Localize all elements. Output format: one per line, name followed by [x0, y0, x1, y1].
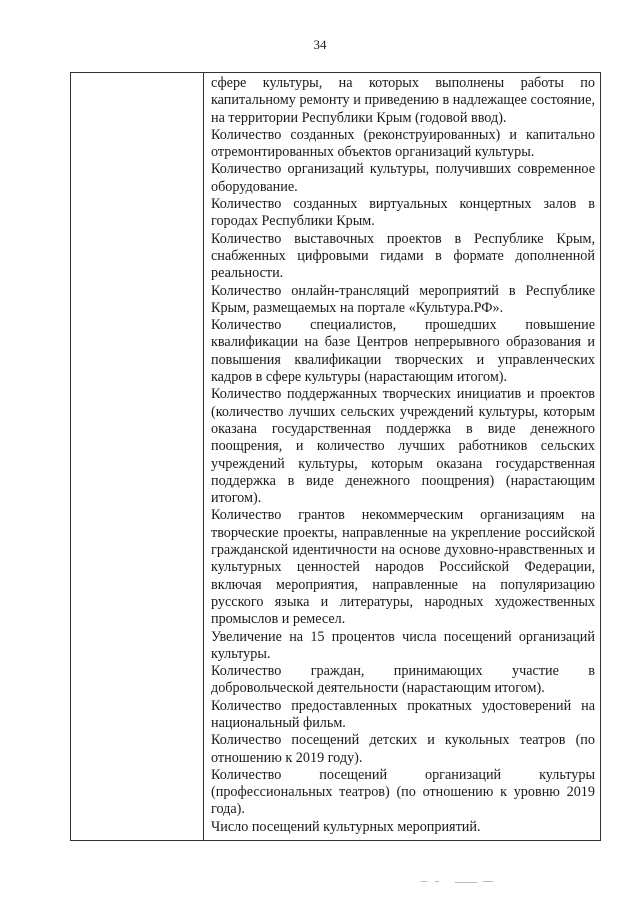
paragraph: Количество онлайн-трансляций мероприятий в Республике Крым, размещаемых на портале «Культура.РФ».	[211, 282, 595, 316]
page-number: 34	[313, 37, 327, 52]
paragraph: Количество созданных виртуальных концертных залов в городах Республики Крым.	[211, 196, 595, 230]
paragraph: Количество поддержанных творческих инициатив и проектов (количество лучших сельских учреждений культуры, которым оказана государственная поддержка в виде денежного поощрения, и количество лучших работников сельских учреждений культуры, которым оказана государственная поддержка в виде денежного поощрения) (нарастающим итогом).	[211, 386, 595, 507]
paragraph: Количество посещений организаций культуры (профессиональных театров) (по отношению к уровню 2019 года).	[211, 766, 595, 818]
table-right-column	[204, 73, 600, 840]
paragraph: Количество посещений детских и кукольных театров (по отношению к 2019 году).	[211, 732, 595, 766]
table-left-column	[71, 73, 204, 840]
paragraph: Количество выставочных проектов в Республике Крым, снабженных цифровыми гидами в формате дополненной реальности.	[211, 230, 595, 282]
scan-artifact	[421, 881, 511, 887]
paragraph: Количество созданных (реконструированных) и капитально отремонтированных объектов организаций культуры.	[211, 126, 595, 161]
paragraph: Количество специалистов, прошедших повышение квалификации на базе Центров непрерывного образования и повышения квалификации творческих и управленческих кадров в сфере культуры (нарастающим итогом).	[211, 317, 595, 386]
paragraph: Количество граждан, принимающих участие в добровольческой деятельности (нарастающим итогом).	[211, 663, 595, 697]
paragraph: Количество грантов некоммерческим организациям на творческие проекты, направленные на укрепление российской гражданской идентичности на основе духовно-нравственных и культурных ценностей народов Российской Федерации, включая мероприятия, направленные на популяризацию русского языка и литературы, народных художественных промыслов и ремесел.	[211, 507, 595, 628]
paragraph: Количество организаций культуры, получивших современное оборудование.	[211, 161, 595, 195]
paragraph: Число посещений культурных мероприятий.	[211, 818, 481, 835]
document-table	[70, 72, 601, 841]
paragraph: сфере культуры, на которых выполнены работы по капитальному ремонту и приведению в надлежащее состояние, на территории Республики Крым (годовой ввод).	[211, 75, 595, 126]
paragraph: Количество предоставленных прокатных удостоверений на национальный фильм.	[211, 697, 595, 731]
paragraph: Увеличение на 15 процентов числа посещений организаций культуры.	[211, 628, 595, 662]
